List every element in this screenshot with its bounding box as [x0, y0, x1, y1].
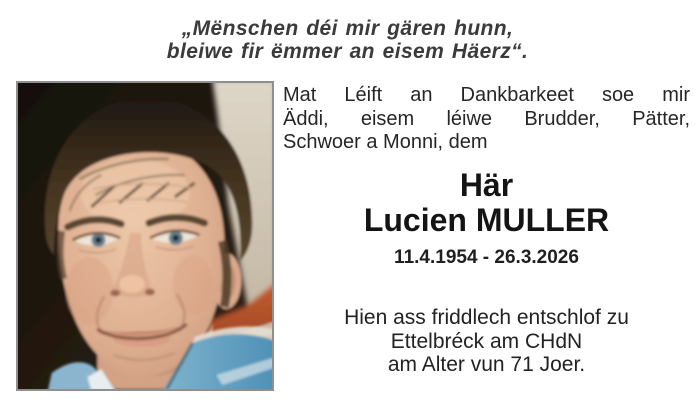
death-announcement: [283, 306, 690, 377]
portrait-photo: [16, 81, 274, 391]
deceased-title: Här: [459, 167, 514, 203]
intro-paragraph: [283, 84, 690, 155]
intro-line-3: Schwoer a Monni, dem: [283, 131, 488, 153]
intro-line-2: Äddi, eisem léiwe Brudder, Pätter,: [283, 107, 690, 130]
deceased-name: Lucien MULLER: [363, 202, 610, 238]
death-line-2: Ettelbréck am CHdN: [390, 329, 583, 353]
memorial-quote-line-2: bleiwe fir ëmmer an eisem Häerz“.: [166, 40, 529, 63]
memorial-quote: [0, 17, 695, 63]
portrait-illustration: [18, 83, 272, 389]
intro-line-1: Mat Léift an Dankbarkeet soe mir: [283, 84, 690, 106]
notice-text-column: [283, 82, 690, 402]
death-line-3: am Alter vun 71 Joer.: [387, 353, 586, 376]
memorial-quote-line-1: „Mënschen déi mir gären hunn,: [181, 17, 514, 40]
death-line-1: Hien ass friddlech entschlof zu: [344, 306, 629, 329]
life-dates: 11.4.1954 - 26.3.2026: [394, 247, 579, 268]
